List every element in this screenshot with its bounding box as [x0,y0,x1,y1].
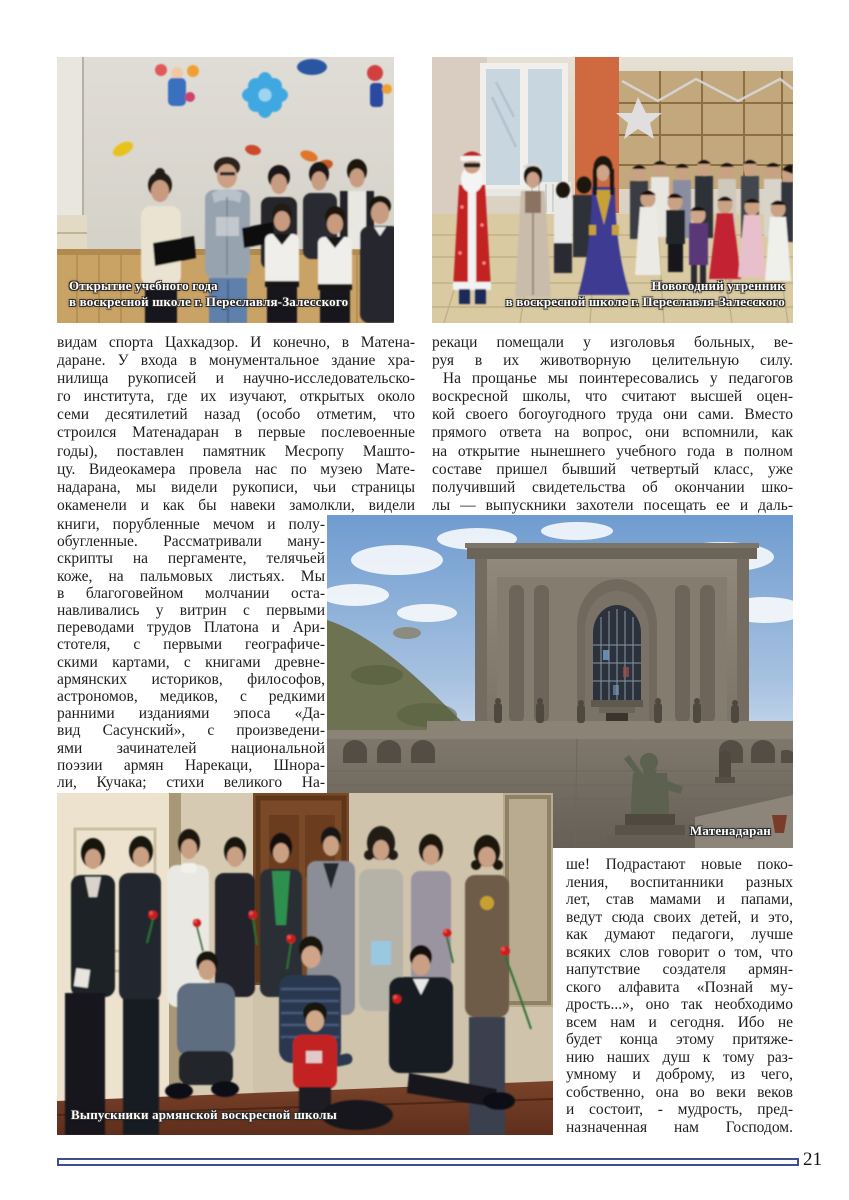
article-column-left-narrow [57,516,325,791]
text-line: скрипты на пергаменте, телячьей [57,550,325,568]
text-line: цу. Видеокамера провела нас по музею Мате- [57,460,415,478]
text-line: книги, порубленные мечом и полу- [57,516,325,533]
text-line: напутствие создателя армян- [566,961,793,978]
text-line: ведут сюда своих детей, и это, [566,908,793,926]
text-line: прямого ответа на вопрос, они вспомнили, как [432,424,793,442]
photo-caption [69,278,348,309]
article-column-right-top [432,334,793,515]
text-line: в благоговейном молчании оста- [57,584,325,602]
text-line: лет, став мамами и папами, [566,891,793,908]
text-line: навливались у витрин с первыми [57,602,325,620]
text-line: го института, где их изучают, открытых около [57,388,415,406]
caption-line: Новогодний утренник [651,278,785,293]
text-line: составе пришел бывший четвертый класс, уже [432,460,793,478]
text-line: рекаци помещали у изголовья больных, ве- [432,334,793,351]
text-line: семи десятилетий назад (особо отметим, что [57,406,415,424]
text-line: даране. У входа в монументальное здание хра- [57,352,415,370]
caption-line: в воскресной школе г. Переславля-Залесского [69,293,349,309]
text-line: поэзии армян Нарекаци, Шнора- [57,756,325,774]
text-line: строился Матенадаран в первые послевоенные [57,424,415,442]
caption-line: Открытие учебного года [69,278,218,293]
text-line: дрость...», оно так необходимо [566,996,793,1013]
caption-line: в воскресной школе г. Переславля-Залесского [505,293,785,309]
page-number: 21 [803,1149,822,1170]
photo-graduates [57,793,553,1135]
text-line: годы), поставлен памятник Месропу Машто- [57,442,415,460]
text-line: ранними изданиями эпоса «Да- [57,705,325,723]
text-line: и состоит, - мудрость, пред- [566,1101,793,1118]
text-line: скими картами, с книгами древне- [57,653,325,671]
text-line: стотеля, с первыми географиче- [57,636,325,654]
article-column-left-top [57,334,415,515]
text-line: умному и доброму, из чего, [566,1066,793,1083]
text-line: воскресной школы, что считают высшей оцен- [432,388,793,406]
text-line: армянских историков, философов, [57,670,325,688]
photo-caption [690,823,771,839]
text-line: будет конца этому притяже- [566,1031,793,1048]
caption-line: Выпускники армянской воскресной школы [71,1106,337,1122]
text-line: на открытие нынешнего учебного года в полном [432,442,793,460]
text-line: видам спорта Цахкадзор. И конечно, в Матена- [57,334,415,351]
text-line: На прощанье мы поинтересовались у педагогов [432,370,793,388]
text-line: назначенная нам Господом. [566,1118,793,1136]
text-line: получивший свидетельства об окончании шко- [432,478,793,496]
text-line: переводами трудов Платона и Ари- [57,619,325,637]
text-line: как думают педагоги, лучше [566,926,793,943]
text-line: ления, воспитанники разных [566,873,793,891]
text-line: обугленные. Рассматривали ману- [57,533,325,551]
text-line: всяких слов говорит о том, что [566,943,793,961]
text-line: ского алфавита «Познай му- [566,978,793,996]
text-line: ями зачинателей национальной [57,739,325,757]
article-column-right-bottom [566,856,793,1136]
text-line: ли, Кучака; стихи великого На- [57,774,325,792]
photo-caption [71,1107,337,1123]
text-line: лы — выпускники захотели посещать ее и даль- [432,496,793,514]
text-line: всем нам и сегодня. Ибо не [566,1013,793,1031]
text-line: собственно, она во веки веков [566,1083,793,1101]
caption-line: Матенадаран [689,822,771,838]
text-line: вид Сасунский», с произведени- [57,722,325,740]
text-line: коже, на пальмовых листьях. Мы [57,567,325,585]
text-line: руя в их животворную целительную силу. [432,352,793,370]
footer-rule [57,1158,799,1166]
photo-caption [506,278,785,309]
text-line: надарана, мы видели рукописи, чьи страницы [57,478,415,496]
photo-new-year-party [432,57,793,323]
text-line: кой своего богоугодного труда они сами. Вместо [432,406,793,424]
text-line: нилища рукописей и научно-исследовательско- [57,370,415,388]
photo-school-opening [57,57,394,323]
text-line: нию наших душ к тому раз- [566,1048,793,1066]
text-line: окаменели и как бы навеки замолкли, видели [57,496,415,514]
text-line: ше! Подрастают новые поко- [566,856,793,873]
text-line: астрономов, медиков, с редкими [57,688,325,706]
